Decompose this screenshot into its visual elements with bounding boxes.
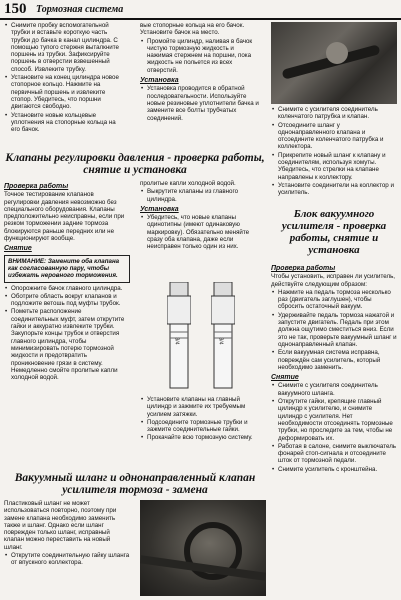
bullet-paragraph: • Снимите с усилителя соединитель коленчатого патрубка и клапан. <box>271 106 397 121</box>
column-1-top <box>4 22 124 150</box>
valve-fitting-right <box>211 282 235 392</box>
bullet-paragraph: • Подсоедините тормозные трубки и зажмите соединительные гайки. <box>140 419 266 434</box>
valve-mark-right: 3/4 <box>217 337 224 345</box>
bullet-paragraph: • Установите новые кольцевые уплотнения на стопорные кольца на его бачок. <box>4 112 124 134</box>
bullet-paragraph: • Прокачайте всю тормозную систему. <box>140 434 266 441</box>
subsection-heading: Установка <box>140 205 179 213</box>
bullet-paragraph: • Прикрепите новый шланг к клапану и соединителям, используя хомуты. Убедитесь, что стрелки на клапане направлены к коллектору. <box>271 152 397 181</box>
column-3-top <box>271 106 397 206</box>
column-2-middle <box>140 180 266 280</box>
bullet-paragraph: • Работая в салоне, снимите выключатель фонарей стоп-сигнала и отсоедините шток от тормозной педали. <box>271 443 397 465</box>
bullet-paragraph: • Выкрутите клапаны из главного цилиндра. <box>140 188 266 203</box>
bullet-paragraph: • Опорожните бачок главного цилиндра. <box>4 285 130 292</box>
column-1-middle <box>4 180 130 480</box>
bullet-paragraph: • Промойте цилиндр, наливая в бачок чистую тормозную жидкость и нажимая стержнем на поршни, пока жидкость не польется из всех отверстий. <box>140 38 260 74</box>
paragraph: вые стопорные кольца на его бачок. Установите бачок на место. <box>140 22 245 37</box>
bullet-paragraph: • Открутите гайки, крепящие главный цилиндр к усилителю, и снимите цилиндр с усилителя. Нет необходимости отсоединять тормозные трубки, но проследите за тем, чтобы не деформировать их. <box>271 398 397 442</box>
bullet-paragraph: • Установите на конец цилиндра новое стопорное кольцо. Нажмите на первичный поршень и извлеките стопор. Убедитесь, что поршни двигаются свободно. <box>4 74 124 110</box>
section-heading-valves: Клапаны регулировки давления - проверка работы, снятие и установка <box>5 152 265 176</box>
subsection-heading: Проверка работы <box>4 183 69 190</box>
bullet-paragraph: • Снимите пробку вспомогательной трубки и вставьте короткую часть трубки до бачка в канал цилиндра. С помощью тупого стержня выталкните поршень из трубки. Зафиксируйте поршень в отверстии взвешенный способ. Извлеките трубку. <box>4 22 124 73</box>
subsection-heading: Установка <box>140 77 179 85</box>
valve-fitting-left <box>167 282 191 392</box>
section-heading-booster: Блок вакуумного усилителя - проверка работы, снятие и установка <box>281 208 387 256</box>
chapter-title: Тормозная система <box>36 4 124 15</box>
bullet-paragraph: • Оботрите область вокруг клапанов и подложите ветошь под муфты трубок. <box>4 293 130 308</box>
valve-illustration <box>140 280 262 394</box>
subsection-heading: Снятие <box>4 245 32 253</box>
photo-vacuum-hose <box>140 500 266 596</box>
valve-mark-left: 3/4 <box>173 337 180 345</box>
paragraph: пролитые капли холодной водой. <box>140 180 236 187</box>
bullet-paragraph: • Отсоедините шланг у однонаправленного клапана и отсоедините коленчатого патрубка и коллектора. <box>271 122 397 151</box>
paragraph: Точное тестирование клапанов регулировки давления невозможно без специального оборудования. Клапаны предположительно неисправны, если при резком торможении задние тормоза блокируются раньше передних или не функционируют вообще. <box>4 191 125 243</box>
section-heading-hose: Вакуумный шланг и однонаправленный клапан усилителя тормоза - замена <box>14 472 256 496</box>
bullet-paragraph: • Установка проводится в обратной последовательности. Используйте новые резиновые уплотнители бачка и замените все болты трубчатых соединений. <box>140 85 260 121</box>
subsection-heading: Проверка работы <box>271 265 336 272</box>
bullet-paragraph: • Если вакуумная система исправна, повреждён сам усилитель, который необходимо заменить. <box>271 349 397 371</box>
paragraph: Чтобы установить, исправен ли усилитель, действуйте следующим образом: <box>271 273 396 288</box>
column-3-middle <box>271 262 397 597</box>
bullet-paragraph: • Нажмите на педаль тормоза несколько раз (двигатель заглушен), чтобы сбросить остаточный вакуум. <box>271 289 397 311</box>
warning-box: ВНИМАНИЕ: Замените оба клапана как согласованную пару, чтобы избежать неровного торможения. <box>4 255 130 283</box>
bullet-paragraph: • Снимите усилитель с кронштейна. <box>271 466 397 473</box>
bullet-paragraph: • Удерживайте педаль тормоза нажатой и запустите двигатель. Педаль при этом должна ощутимо сместиться вниз. Если это не так, проверьте вакуумный шланг и однонаправленный клапан. <box>271 312 397 348</box>
page-number: 150 <box>4 1 27 17</box>
bullet-paragraph: • Пометьте расположение соединительных муфт, затем открутите гайки и аккуратно извлеките трубки. Закупорьте концы трубок и отверстия главного цилиндра, чтобы минимизировать потерю тормозной жидкости и предотвратить проникновение грязи в систему. Немедленно смойте пролитые капли холодной водой. <box>4 308 130 381</box>
column-2-top <box>140 22 260 150</box>
bullet-paragraph: • Установите соединители на коллектор и усилитель. <box>271 182 397 197</box>
photo-booster-hose <box>271 22 397 104</box>
bullet-paragraph: • Установите клапаны на главный цилиндр и зажмите их требуемым усилием затяжки. <box>140 396 266 418</box>
bullet-paragraph: • Убедитесь, что новые клапаны одинотипны (имеют одинаковую маркировку). Обязательно меняйте сразу оба клапана, даже если неисправен только один из них. <box>140 214 266 250</box>
paragraph: Пластиковый шланг не может использоваться повторно, поэтому при замене клапана необходимо заменить также и шланг. Однако если шланг поврежден только шланг, исправный клапан можно переставить на новый шланг. <box>4 500 117 551</box>
header-rule <box>0 18 401 20</box>
bullet-paragraph: • Снимите с усилителя соединитель вакуумного шланга. <box>271 382 397 397</box>
subsection-heading: Снятие <box>271 374 299 382</box>
column-2-after-figure <box>140 396 266 466</box>
column-1-bottom <box>4 500 130 596</box>
page-header <box>0 0 401 20</box>
bullet-paragraph: • Открутите соединительную гайку шланга от впускного коллектора. <box>4 552 130 567</box>
